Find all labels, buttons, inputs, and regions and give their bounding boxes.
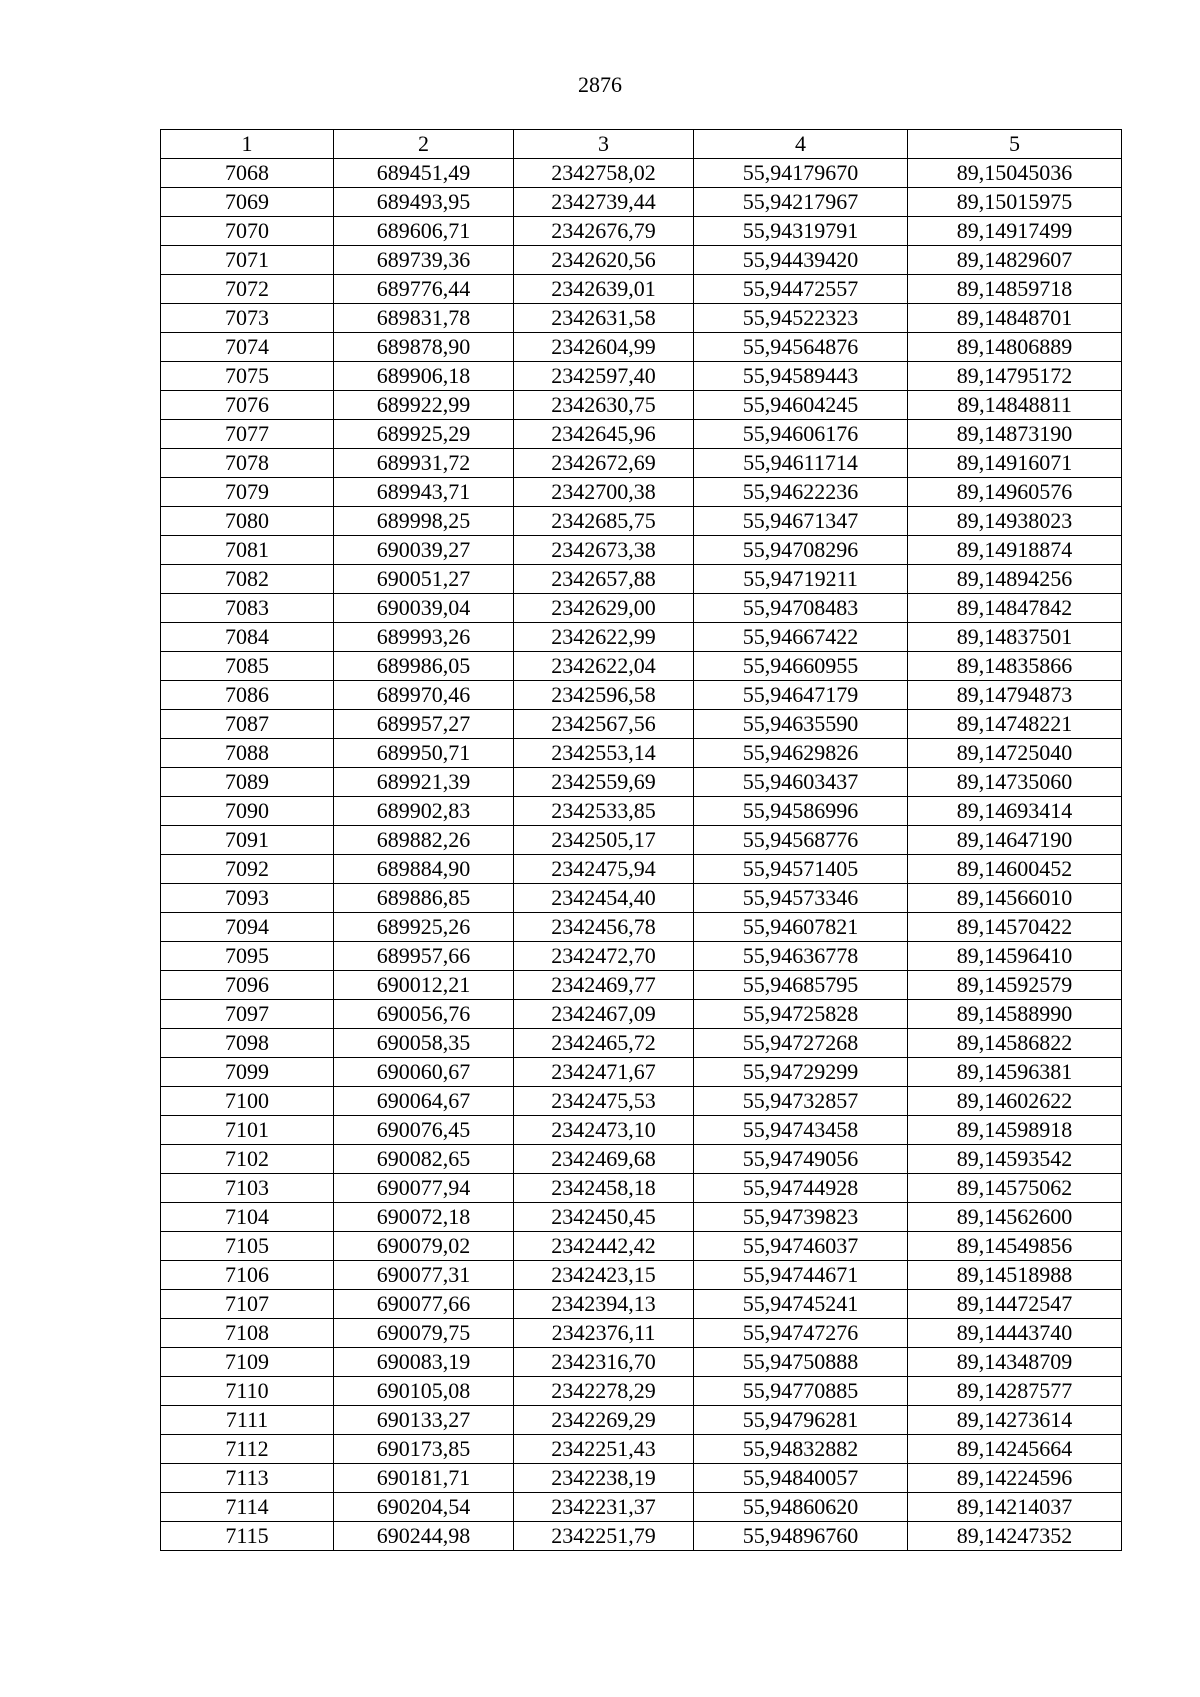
table-row bbox=[161, 1087, 1122, 1116]
table-cell: 2342631,58 bbox=[514, 304, 694, 333]
table-cell: 2342685,75 bbox=[514, 507, 694, 536]
table-row bbox=[161, 1522, 1122, 1551]
table-cell: 55,94636778 bbox=[694, 942, 908, 971]
table-cell: 55,94743458 bbox=[694, 1116, 908, 1145]
table-cell: 7103 bbox=[161, 1174, 334, 1203]
table-row bbox=[161, 884, 1122, 913]
table-cell: 689606,71 bbox=[334, 217, 514, 246]
table-row bbox=[161, 1029, 1122, 1058]
table-cell: 7085 bbox=[161, 652, 334, 681]
table-cell: 7105 bbox=[161, 1232, 334, 1261]
table-cell: 2342475,53 bbox=[514, 1087, 694, 1116]
table-cell: 689950,71 bbox=[334, 739, 514, 768]
table-cell: 55,94725828 bbox=[694, 1000, 908, 1029]
table-cell: 89,14806889 bbox=[908, 333, 1122, 362]
table-cell: 55,94179670 bbox=[694, 159, 908, 188]
table-cell: 2342475,94 bbox=[514, 855, 694, 884]
table-row bbox=[161, 1464, 1122, 1493]
column-header: 1 bbox=[161, 130, 334, 159]
table-cell: 689921,39 bbox=[334, 768, 514, 797]
table-cell: 2342505,17 bbox=[514, 826, 694, 855]
table-cell: 55,94749056 bbox=[694, 1145, 908, 1174]
table-cell: 2342533,85 bbox=[514, 797, 694, 826]
table-row bbox=[161, 1406, 1122, 1435]
table-row bbox=[161, 652, 1122, 681]
table-cell: 55,94832882 bbox=[694, 1435, 908, 1464]
table-cell: 7070 bbox=[161, 217, 334, 246]
table-cell: 2342676,79 bbox=[514, 217, 694, 246]
table-cell: 689451,49 bbox=[334, 159, 514, 188]
table-cell: 7083 bbox=[161, 594, 334, 623]
table-cell: 690077,66 bbox=[334, 1290, 514, 1319]
table-cell: 2342458,18 bbox=[514, 1174, 694, 1203]
table-cell: 689831,78 bbox=[334, 304, 514, 333]
table-cell: 55,94744928 bbox=[694, 1174, 908, 1203]
table-cell: 55,94319791 bbox=[694, 217, 908, 246]
table-cell: 2342278,29 bbox=[514, 1377, 694, 1406]
table-cell: 7090 bbox=[161, 797, 334, 826]
table-cell: 55,94732857 bbox=[694, 1087, 908, 1116]
table-cell: 2342629,00 bbox=[514, 594, 694, 623]
table-body bbox=[161, 159, 1122, 1551]
table-row bbox=[161, 942, 1122, 971]
table-cell: 55,94586996 bbox=[694, 797, 908, 826]
table-row bbox=[161, 1493, 1122, 1522]
table-cell: 55,94611714 bbox=[694, 449, 908, 478]
table-cell: 7106 bbox=[161, 1261, 334, 1290]
table-cell: 89,14847842 bbox=[908, 594, 1122, 623]
table-cell: 7075 bbox=[161, 362, 334, 391]
table-cell: 89,14596410 bbox=[908, 942, 1122, 971]
table-cell: 7094 bbox=[161, 913, 334, 942]
table-row bbox=[161, 739, 1122, 768]
table-cell: 2342231,37 bbox=[514, 1493, 694, 1522]
table-cell: 690058,35 bbox=[334, 1029, 514, 1058]
table-cell: 689886,85 bbox=[334, 884, 514, 913]
table-cell: 55,94727268 bbox=[694, 1029, 908, 1058]
table-row bbox=[161, 971, 1122, 1000]
table-cell: 55,94750888 bbox=[694, 1348, 908, 1377]
table-row bbox=[161, 449, 1122, 478]
table-cell: 690056,76 bbox=[334, 1000, 514, 1029]
table-cell: 690077,94 bbox=[334, 1174, 514, 1203]
table-cell: 7081 bbox=[161, 536, 334, 565]
table-cell: 2342456,78 bbox=[514, 913, 694, 942]
table-cell: 89,14562600 bbox=[908, 1203, 1122, 1232]
table-cell: 55,94744671 bbox=[694, 1261, 908, 1290]
table-cell: 89,14247352 bbox=[908, 1522, 1122, 1551]
table-cell: 690133,27 bbox=[334, 1406, 514, 1435]
table-row bbox=[161, 768, 1122, 797]
table-cell: 89,14245664 bbox=[908, 1435, 1122, 1464]
table-cell: 89,14938023 bbox=[908, 507, 1122, 536]
table-cell: 7077 bbox=[161, 420, 334, 449]
table-cell: 2342469,77 bbox=[514, 971, 694, 1000]
table-row bbox=[161, 1203, 1122, 1232]
table-row bbox=[161, 826, 1122, 855]
table-cell: 2342596,58 bbox=[514, 681, 694, 710]
table-cell: 689925,29 bbox=[334, 420, 514, 449]
table-cell: 89,14570422 bbox=[908, 913, 1122, 942]
table-row bbox=[161, 594, 1122, 623]
table-cell: 89,14960576 bbox=[908, 478, 1122, 507]
coordinates-table bbox=[160, 129, 1122, 1551]
table-cell: 689906,18 bbox=[334, 362, 514, 391]
table-cell: 2342238,19 bbox=[514, 1464, 694, 1493]
table-cell: 2342673,38 bbox=[514, 536, 694, 565]
table-cell: 7078 bbox=[161, 449, 334, 478]
table-cell: 55,94604245 bbox=[694, 391, 908, 420]
table-cell: 55,94770885 bbox=[694, 1377, 908, 1406]
table-row bbox=[161, 565, 1122, 594]
table-cell: 7096 bbox=[161, 971, 334, 1000]
table-cell: 7084 bbox=[161, 623, 334, 652]
table-row bbox=[161, 188, 1122, 217]
table-cell: 2342376,11 bbox=[514, 1319, 694, 1348]
table-cell: 89,14735060 bbox=[908, 768, 1122, 797]
table-cell: 2342622,04 bbox=[514, 652, 694, 681]
table-cell: 7101 bbox=[161, 1116, 334, 1145]
table-cell: 2342567,56 bbox=[514, 710, 694, 739]
table-cell: 7107 bbox=[161, 1290, 334, 1319]
table-cell: 55,94667422 bbox=[694, 623, 908, 652]
table-cell: 2342394,13 bbox=[514, 1290, 694, 1319]
table-cell: 2342467,09 bbox=[514, 1000, 694, 1029]
table-row bbox=[161, 1435, 1122, 1464]
table-cell: 2342251,43 bbox=[514, 1435, 694, 1464]
table-cell: 690244,98 bbox=[334, 1522, 514, 1551]
table-cell: 7076 bbox=[161, 391, 334, 420]
table-cell: 89,14224596 bbox=[908, 1464, 1122, 1493]
table-cell: 89,14593542 bbox=[908, 1145, 1122, 1174]
table-cell: 89,14214037 bbox=[908, 1493, 1122, 1522]
table-header bbox=[161, 130, 1122, 159]
table-cell: 2342473,10 bbox=[514, 1116, 694, 1145]
table-cell: 7087 bbox=[161, 710, 334, 739]
table-cell: 89,14917499 bbox=[908, 217, 1122, 246]
table-cell: 89,14725040 bbox=[908, 739, 1122, 768]
table-cell: 2342758,02 bbox=[514, 159, 694, 188]
table-cell: 7072 bbox=[161, 275, 334, 304]
table-row bbox=[161, 217, 1122, 246]
table-cell: 690051,27 bbox=[334, 565, 514, 594]
table-cell: 89,14848701 bbox=[908, 304, 1122, 333]
column-header: 2 bbox=[334, 130, 514, 159]
table-cell: 7112 bbox=[161, 1435, 334, 1464]
table-row bbox=[161, 478, 1122, 507]
table-cell: 89,14829607 bbox=[908, 246, 1122, 275]
table-cell: 2342454,40 bbox=[514, 884, 694, 913]
table-cell: 55,94660955 bbox=[694, 652, 908, 681]
table-cell: 7088 bbox=[161, 739, 334, 768]
table-cell: 2342442,42 bbox=[514, 1232, 694, 1261]
table-cell: 7097 bbox=[161, 1000, 334, 1029]
table-row bbox=[161, 1116, 1122, 1145]
table-cell: 690181,71 bbox=[334, 1464, 514, 1493]
table-cell: 2342559,69 bbox=[514, 768, 694, 797]
table-row bbox=[161, 246, 1122, 275]
table-row bbox=[161, 1319, 1122, 1348]
table-cell: 690204,54 bbox=[334, 1493, 514, 1522]
table-cell: 689970,46 bbox=[334, 681, 514, 710]
table-cell: 89,15015975 bbox=[908, 188, 1122, 217]
table-cell: 7095 bbox=[161, 942, 334, 971]
table-row bbox=[161, 1290, 1122, 1319]
table-cell: 89,14598918 bbox=[908, 1116, 1122, 1145]
table-row bbox=[161, 623, 1122, 652]
table-cell: 55,94606176 bbox=[694, 420, 908, 449]
table-cell: 690060,67 bbox=[334, 1058, 514, 1087]
table-cell: 55,94896760 bbox=[694, 1522, 908, 1551]
table-cell: 89,14549856 bbox=[908, 1232, 1122, 1261]
table-cell: 55,94647179 bbox=[694, 681, 908, 710]
table-cell: 55,94635590 bbox=[694, 710, 908, 739]
table-cell: 89,14596381 bbox=[908, 1058, 1122, 1087]
table-cell: 55,94719211 bbox=[694, 565, 908, 594]
table-cell: 89,14472547 bbox=[908, 1290, 1122, 1319]
table-cell: 689902,83 bbox=[334, 797, 514, 826]
column-header: 4 bbox=[694, 130, 908, 159]
table-cell: 2342657,88 bbox=[514, 565, 694, 594]
table-cell: 7102 bbox=[161, 1145, 334, 1174]
table-cell: 89,14273614 bbox=[908, 1406, 1122, 1435]
table-cell: 2342630,75 bbox=[514, 391, 694, 420]
table-cell: 55,94607821 bbox=[694, 913, 908, 942]
table-cell: 89,14918874 bbox=[908, 536, 1122, 565]
table-cell: 55,94708296 bbox=[694, 536, 908, 565]
table-cell: 689878,90 bbox=[334, 333, 514, 362]
table-cell: 689957,66 bbox=[334, 942, 514, 971]
table-cell: 690173,85 bbox=[334, 1435, 514, 1464]
table-cell: 689998,25 bbox=[334, 507, 514, 536]
table-cell: 2342465,72 bbox=[514, 1029, 694, 1058]
table-cell: 689925,26 bbox=[334, 913, 514, 942]
table-cell: 89,14894256 bbox=[908, 565, 1122, 594]
table-cell: 7091 bbox=[161, 826, 334, 855]
table-cell: 2342639,01 bbox=[514, 275, 694, 304]
table-row bbox=[161, 1348, 1122, 1377]
table-row bbox=[161, 275, 1122, 304]
table-cell: 2342739,44 bbox=[514, 188, 694, 217]
table-row bbox=[161, 1232, 1122, 1261]
table-cell: 55,94840057 bbox=[694, 1464, 908, 1493]
table-cell: 89,14848811 bbox=[908, 391, 1122, 420]
table-cell: 2342472,70 bbox=[514, 942, 694, 971]
table-cell: 89,14837501 bbox=[908, 623, 1122, 652]
table-cell: 690077,31 bbox=[334, 1261, 514, 1290]
table-cell: 690064,67 bbox=[334, 1087, 514, 1116]
table-row bbox=[161, 913, 1122, 942]
table-cell: 2342251,79 bbox=[514, 1522, 694, 1551]
table-cell: 89,14748221 bbox=[908, 710, 1122, 739]
table-row bbox=[161, 507, 1122, 536]
table-cell: 2342672,69 bbox=[514, 449, 694, 478]
table-cell: 55,94729299 bbox=[694, 1058, 908, 1087]
table-cell: 689943,71 bbox=[334, 478, 514, 507]
table-cell: 7111 bbox=[161, 1406, 334, 1435]
table-cell: 89,14588990 bbox=[908, 1000, 1122, 1029]
table-cell: 7113 bbox=[161, 1464, 334, 1493]
table-cell: 7080 bbox=[161, 507, 334, 536]
table-cell: 690076,45 bbox=[334, 1116, 514, 1145]
table-cell: 7115 bbox=[161, 1522, 334, 1551]
table-cell: 690012,21 bbox=[334, 971, 514, 1000]
table-cell: 7074 bbox=[161, 333, 334, 362]
table-cell: 7086 bbox=[161, 681, 334, 710]
table-cell: 2342597,40 bbox=[514, 362, 694, 391]
table-cell: 89,14859718 bbox=[908, 275, 1122, 304]
table-cell: 55,94568776 bbox=[694, 826, 908, 855]
table-cell: 55,94622236 bbox=[694, 478, 908, 507]
table-row bbox=[161, 391, 1122, 420]
table-row bbox=[161, 536, 1122, 565]
table-cell: 2342450,45 bbox=[514, 1203, 694, 1232]
table-cell: 2342423,15 bbox=[514, 1261, 694, 1290]
table-cell: 89,14575062 bbox=[908, 1174, 1122, 1203]
table-cell: 2342471,67 bbox=[514, 1058, 694, 1087]
table-row bbox=[161, 1058, 1122, 1087]
table-cell: 689776,44 bbox=[334, 275, 514, 304]
table-cell: 690082,65 bbox=[334, 1145, 514, 1174]
table-cell: 7093 bbox=[161, 884, 334, 913]
table-row bbox=[161, 304, 1122, 333]
table-cell: 89,14647190 bbox=[908, 826, 1122, 855]
table-cell: 7110 bbox=[161, 1377, 334, 1406]
table-cell: 690072,18 bbox=[334, 1203, 514, 1232]
table-row bbox=[161, 1174, 1122, 1203]
table-cell: 2342604,99 bbox=[514, 333, 694, 362]
header-row bbox=[161, 130, 1122, 159]
table-cell: 690039,04 bbox=[334, 594, 514, 623]
table-cell: 690079,02 bbox=[334, 1232, 514, 1261]
table-cell: 55,94708483 bbox=[694, 594, 908, 623]
table-cell: 55,94439420 bbox=[694, 246, 908, 275]
table-cell: 89,14602622 bbox=[908, 1087, 1122, 1116]
table-row bbox=[161, 855, 1122, 884]
table-cell: 55,94573346 bbox=[694, 884, 908, 913]
table-cell: 89,14348709 bbox=[908, 1348, 1122, 1377]
table-cell: 55,94472557 bbox=[694, 275, 908, 304]
table-row bbox=[161, 797, 1122, 826]
table-cell: 55,94746037 bbox=[694, 1232, 908, 1261]
table-cell: 89,14794873 bbox=[908, 681, 1122, 710]
table-row bbox=[161, 681, 1122, 710]
table-cell: 2342316,70 bbox=[514, 1348, 694, 1377]
table-cell: 7082 bbox=[161, 565, 334, 594]
table-cell: 689986,05 bbox=[334, 652, 514, 681]
table-cell: 7109 bbox=[161, 1348, 334, 1377]
table-cell: 689493,95 bbox=[334, 188, 514, 217]
table-cell: 89,14916071 bbox=[908, 449, 1122, 478]
table-cell: 7079 bbox=[161, 478, 334, 507]
table-cell: 690079,75 bbox=[334, 1319, 514, 1348]
table-cell: 89,14693414 bbox=[908, 797, 1122, 826]
table-cell: 89,14835866 bbox=[908, 652, 1122, 681]
table-cell: 55,94745241 bbox=[694, 1290, 908, 1319]
table-cell: 55,94796281 bbox=[694, 1406, 908, 1435]
table-row bbox=[161, 1145, 1122, 1174]
table-cell: 89,14443740 bbox=[908, 1319, 1122, 1348]
table-cell: 89,14586822 bbox=[908, 1029, 1122, 1058]
table-cell: 689957,27 bbox=[334, 710, 514, 739]
table-cell: 55,94217967 bbox=[694, 188, 908, 217]
table-row bbox=[161, 1377, 1122, 1406]
table-cell: 7071 bbox=[161, 246, 334, 275]
table-cell: 7092 bbox=[161, 855, 334, 884]
table-cell: 55,94671347 bbox=[694, 507, 908, 536]
table-cell: 7100 bbox=[161, 1087, 334, 1116]
table-cell: 689993,26 bbox=[334, 623, 514, 652]
table-cell: 7104 bbox=[161, 1203, 334, 1232]
table-row bbox=[161, 420, 1122, 449]
table-cell: 55,94589443 bbox=[694, 362, 908, 391]
table-cell: 2342645,96 bbox=[514, 420, 694, 449]
table-cell: 89,15045036 bbox=[908, 159, 1122, 188]
table-cell: 89,14287577 bbox=[908, 1377, 1122, 1406]
table-cell: 7108 bbox=[161, 1319, 334, 1348]
table-cell: 2342469,68 bbox=[514, 1145, 694, 1174]
table-cell: 7114 bbox=[161, 1493, 334, 1522]
table-cell: 2342620,56 bbox=[514, 246, 694, 275]
table-cell: 7089 bbox=[161, 768, 334, 797]
table-row bbox=[161, 159, 1122, 188]
table-cell: 689739,36 bbox=[334, 246, 514, 275]
table-cell: 690105,08 bbox=[334, 1377, 514, 1406]
table-row bbox=[161, 1000, 1122, 1029]
table-cell: 2342553,14 bbox=[514, 739, 694, 768]
table-cell: 7068 bbox=[161, 159, 334, 188]
table-row bbox=[161, 362, 1122, 391]
table-cell: 55,94860620 bbox=[694, 1493, 908, 1522]
table-cell: 89,14566010 bbox=[908, 884, 1122, 913]
table-cell: 89,14592579 bbox=[908, 971, 1122, 1000]
table-row bbox=[161, 710, 1122, 739]
table-cell: 89,14795172 bbox=[908, 362, 1122, 391]
table-cell: 2342622,99 bbox=[514, 623, 694, 652]
table-cell: 55,94522323 bbox=[694, 304, 908, 333]
table-cell: 55,94564876 bbox=[694, 333, 908, 362]
table-cell: 55,94747276 bbox=[694, 1319, 908, 1348]
table-cell: 89,14600452 bbox=[908, 855, 1122, 884]
table-cell: 55,94571405 bbox=[694, 855, 908, 884]
table-cell: 7099 bbox=[161, 1058, 334, 1087]
table-cell: 2342700,38 bbox=[514, 478, 694, 507]
table-row bbox=[161, 1261, 1122, 1290]
table-cell: 690039,27 bbox=[334, 536, 514, 565]
table-cell: 7098 bbox=[161, 1029, 334, 1058]
column-header: 5 bbox=[908, 130, 1122, 159]
table-cell: 689922,99 bbox=[334, 391, 514, 420]
table-cell: 55,94603437 bbox=[694, 768, 908, 797]
table-cell: 89,14518988 bbox=[908, 1261, 1122, 1290]
table-cell: 55,94739823 bbox=[694, 1203, 908, 1232]
table-cell: 2342269,29 bbox=[514, 1406, 694, 1435]
table-cell: 55,94685795 bbox=[694, 971, 908, 1000]
table-cell: 7073 bbox=[161, 304, 334, 333]
table-row bbox=[161, 333, 1122, 362]
column-header: 3 bbox=[514, 130, 694, 159]
table-cell: 689884,90 bbox=[334, 855, 514, 884]
table-cell: 689931,72 bbox=[334, 449, 514, 478]
table-cell: 55,94629826 bbox=[694, 739, 908, 768]
page-number: 2876 bbox=[578, 72, 622, 97]
table-cell: 689882,26 bbox=[334, 826, 514, 855]
table-cell: 690083,19 bbox=[334, 1348, 514, 1377]
table-cell: 7069 bbox=[161, 188, 334, 217]
table-cell: 89,14873190 bbox=[908, 420, 1122, 449]
